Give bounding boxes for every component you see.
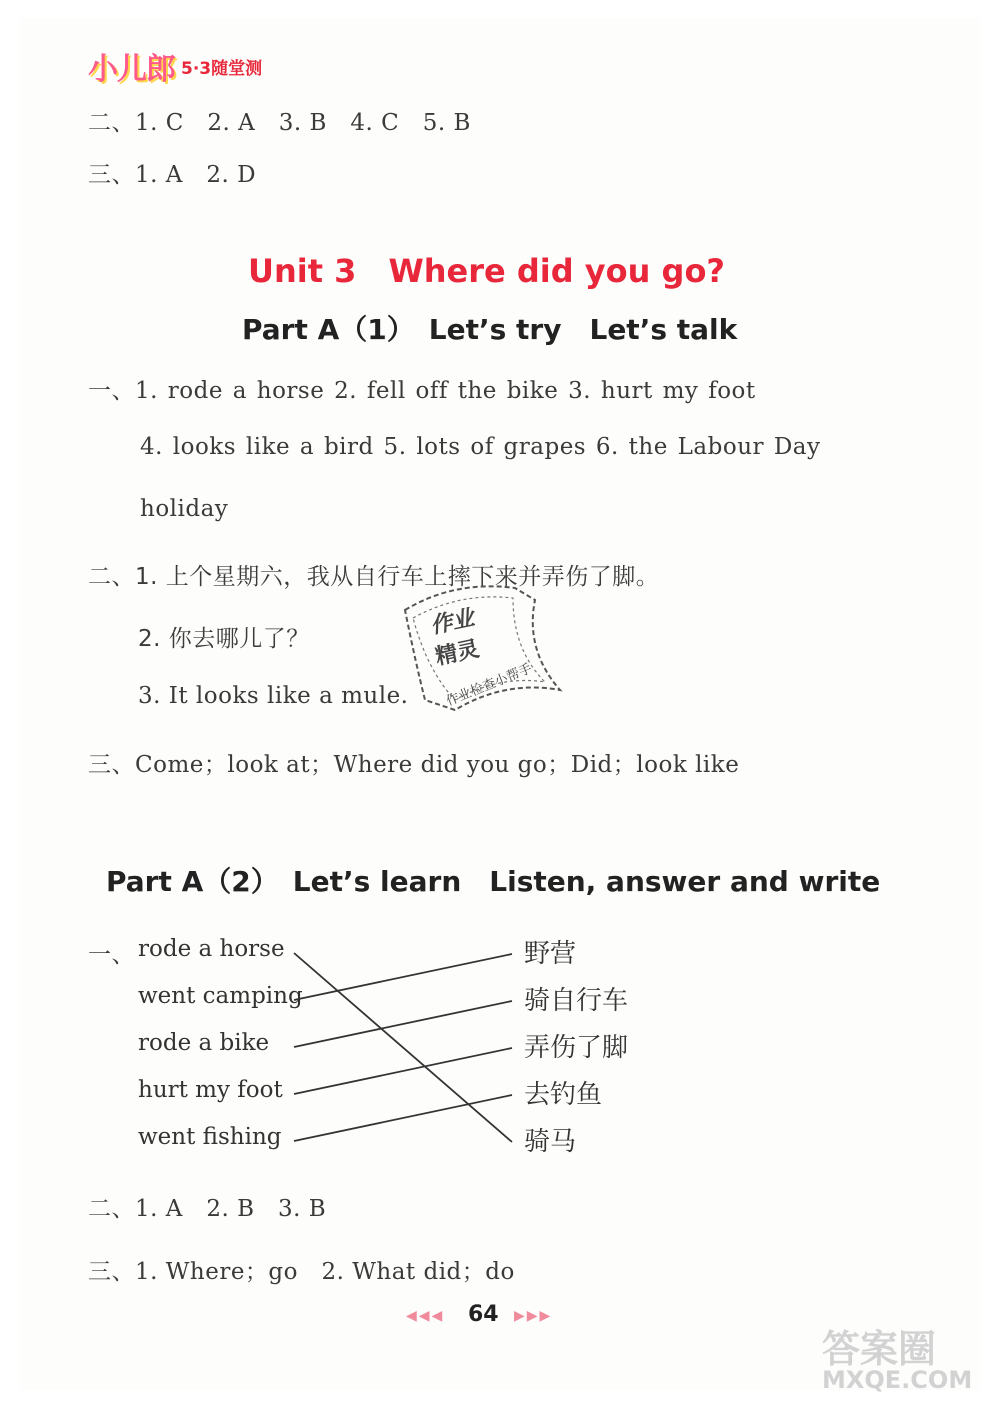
part-a2-q2: 二、1. A 2. B 3. B <box>88 1196 327 1222</box>
part-a1-title: Part A（1） Let’s try Let’s talk <box>242 313 738 346</box>
logo-main-text: 小儿郎 <box>88 52 175 87</box>
part-a2-q1-prefix: 一、 <box>88 942 135 968</box>
match-line-fishing <box>294 1095 512 1141</box>
part-a2-title: Part A（2） Let’s learn Listen, answer and write <box>106 865 881 898</box>
part-a1-q1-row2: 4. looks like a bird 5. lots of grapes 6. the Labour Day <box>140 434 821 460</box>
match-line-horse <box>294 953 512 1142</box>
match-right-1: 野营 <box>524 939 577 969</box>
match-line-camping <box>294 954 512 1000</box>
part-a2-q3: 三、1. Where；go 2. What did；do <box>88 1259 515 1285</box>
part-a1-q1-row3: holiday <box>140 496 229 522</box>
page-number: 64 <box>468 1302 499 1327</box>
match-line-bike <box>294 1001 512 1047</box>
answer-line-2: 二、1. C 2. A 3. B 4. C 5. B <box>88 110 471 136</box>
part-a1-q2-1: 二、1. 上个星期六，我从自行车上摔下来并弄伤了脚。 <box>88 564 660 590</box>
part-a1-q2-2: 2. 你去哪儿了？ <box>138 626 310 652</box>
stamp-line-3: 作业检查小帮手 <box>444 661 535 710</box>
match-right-4: 去钓鱼 <box>524 1080 603 1110</box>
unit-title: Unit 3 Where did you go? <box>248 252 725 290</box>
match-left-3: rode a bike <box>138 1030 270 1056</box>
answer-line-3: 三、1. A 2. D <box>88 162 257 188</box>
part-a1-q3: 三、Come；look at；Where did you go；Did；look like <box>88 752 740 778</box>
match-left-5: went fishing <box>138 1124 282 1150</box>
part-a1-q2-3: 3. It looks like a mule. <box>138 683 409 709</box>
logo-sub-text: 5·3随堂测 <box>181 58 263 79</box>
match-right-3: 弄伤了脚 <box>524 1033 629 1063</box>
match-right-5: 骑马 <box>524 1127 577 1157</box>
watermark-line-1: 答案圈 <box>822 1327 937 1371</box>
arrows-left-icon: ◀◀◀ <box>406 1308 445 1324</box>
match-line-foot <box>294 1048 512 1094</box>
part-a1-q1-row1: 一、1. rode a horse 2. fell off the bike 3. hurt my foot <box>88 378 756 404</box>
arrows-right-icon: ▶▶▶ <box>514 1308 553 1324</box>
stamp-line-2: 精灵 <box>433 636 482 671</box>
stamp-line-1: 作业 <box>428 605 477 640</box>
match-left-1: rode a horse <box>138 936 285 962</box>
match-left-2: went camping <box>138 983 303 1009</box>
watermark-line-2: MXQE.COM <box>822 1366 973 1394</box>
match-left-4: hurt my foot <box>138 1077 283 1103</box>
match-right-2: 骑自行车 <box>524 986 629 1016</box>
